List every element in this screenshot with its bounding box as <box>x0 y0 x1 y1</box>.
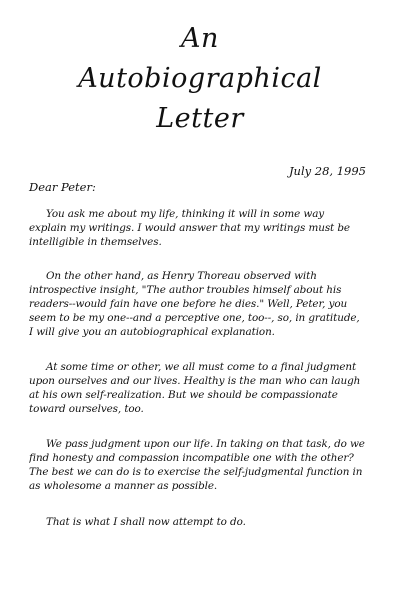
paragraph-2-line-4: seem to be my one--and a perceptive one, too--, so, in gratitude, <box>29 312 360 324</box>
paragraph-2-line-2: introspective insight, "The author troubles himself about his <box>29 284 342 296</box>
letter-date: July 28, 1995 <box>288 164 366 178</box>
title-line-3: Letter <box>156 103 244 134</box>
paragraph-4-line-3: The best we can do is to exercise the self-judgmental function in <box>29 466 363 478</box>
paragraph-3-line-1: At some time or other, we all must come to a final judgment <box>46 361 357 373</box>
title-line-2: Autobiographical <box>78 63 322 94</box>
paragraph-3-line-4: toward ourselves, too. <box>29 403 144 415</box>
paragraph-2-line-1: On the other hand, as Henry Thoreau observed with <box>46 270 317 282</box>
paragraph-1-line-3: intelligible in themselves. <box>29 236 162 248</box>
title-line-1: An <box>181 23 219 54</box>
paragraph-1-line-2: explain my writings. I would answer that my writings must be <box>29 222 350 234</box>
paragraph-2-line-5: I will give you an autobiographical explanation. <box>29 326 275 338</box>
paragraph-4-line-4: as wholesome a manner as possible. <box>29 480 218 492</box>
paragraph-5-line-1: That is what I shall now attempt to do. <box>46 516 246 528</box>
paragraph-2-line-3: readers--would fain have one before he dies." Well, Peter, you <box>29 298 348 310</box>
paragraph-1-line-1: You ask me about my life, thinking it will in some way <box>46 208 325 220</box>
paragraph-4-line-1: We pass judgment upon our life. In taking on that task, do we <box>46 438 365 450</box>
salutation: Dear Peter: <box>29 180 96 194</box>
paragraph-3-line-2: upon ourselves and our lives. Healthy is the man who can laugh <box>29 375 361 387</box>
paragraph-3-line-3: at his own self-realization. But we should be compassionate <box>29 389 338 401</box>
paragraph-4-line-2: find honesty and compassion incompatible one with the other? <box>29 452 354 464</box>
